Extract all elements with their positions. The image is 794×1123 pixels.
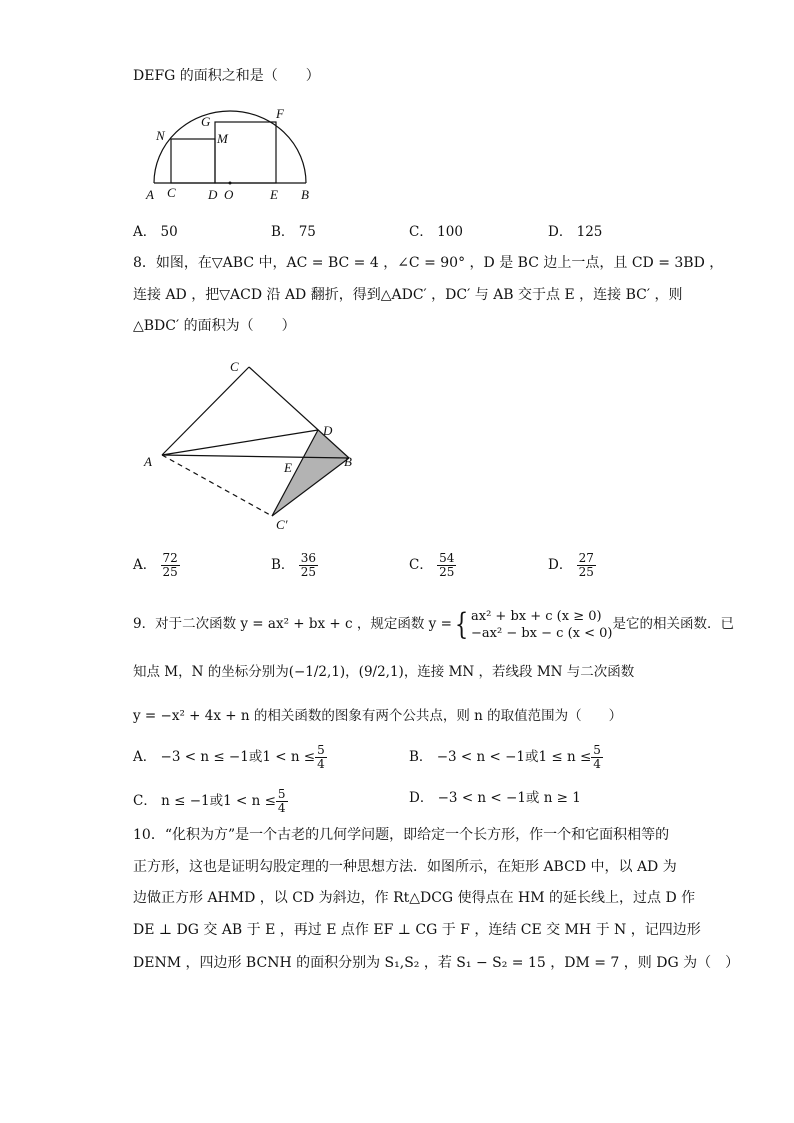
q10-line-4: DE ⊥ DG 交 AB 于 E ，再过 E 点作 EF ⊥ CG 于 F ，连结 CE 交 MH 于 N ，记四边形 [133, 922, 701, 938]
q8-label-B: B [344, 454, 352, 469]
q7-small-square [171, 139, 215, 183]
q7-label-N: N [156, 128, 165, 143]
q8-option-d[interactable]: D． $\frac{27}{25}$ [548, 551, 594, 579]
q8-line-3: △BDC′ 的面积为（ ） [133, 318, 296, 334]
q7-figure [140, 100, 320, 205]
q8-label-D: D [323, 423, 333, 438]
q9-line-2: 知点 M，N 的坐标分别为(−1/2,1)，(9/2,1)，连接 MN ，若线段 MN 与二次函数 [133, 664, 635, 680]
q7-label-B: B [301, 187, 309, 202]
q7-label-M: M [217, 131, 228, 146]
q9-line-1: 9．对于二次函数 y = ax² + bx + c ，规定函数 y ={ ax² + bx + c (x ≥ 0) −ax² − bx − c (x < 0) 是它的相关函数．已 [133, 606, 734, 642]
q7-option-a[interactable]: A． 50 [133, 224, 178, 240]
q8-label-C-prime: C′ [276, 517, 288, 532]
q7-option-b[interactable]: B． 75 [271, 224, 316, 240]
q10-line-2: 正方形，这也是证明勾股定理的一种思想方法．如图所示，在矩形 ABCD 中，以 AD 为 [133, 859, 677, 875]
q7-label-F: F [276, 106, 284, 121]
q8-label-C: C [230, 359, 239, 374]
q7-label-A: A [146, 187, 154, 202]
q7-label-G: G [201, 114, 211, 129]
q9-option-a[interactable]: A． −3 < n ≤ −1或1 < n ≤ $\frac{5}{4}$ [133, 743, 325, 771]
q9-line-3: y = −x² + 4x + n 的相关函数的图象有两个公共点，则 n 的取值范围为（ ） [133, 708, 623, 724]
q7-option-d[interactable]: D． 125 [548, 224, 603, 240]
q9-option-b[interactable]: B． −3 < n < −1或1 ≤ n ≤ $\frac{5}{4}$ [409, 743, 601, 771]
q10-line-1: 10．“化积为方”是一个古老的几何学问题，即给定一个长方形，作一个和它面积相等的 [133, 827, 670, 843]
q9-brace-icon: { [454, 606, 469, 642]
q8-line-1: 8．如图，在▽ABC 中，AC = BC = 4 ，∠C = 90° ，D 是 BC 边上一点，且 CD = 3BD ， [133, 255, 724, 271]
q10-line-5: DENM ，四边形 BCNH 的面积分别为 S₁,S₂ ，若 S₁ − S₂ = 15 ，DM = 7 ，则 DG 为（ ） [133, 955, 740, 971]
q8-figure [138, 355, 368, 535]
q7-label-C: C [167, 185, 176, 200]
q7-label-O: O [224, 187, 234, 202]
q9-option-c[interactable]: C． n ≤ −1或1 < n ≤ $\frac{5}{4}$ [133, 787, 286, 815]
q7-center-point [229, 182, 232, 185]
q8-label-E: E [284, 460, 292, 475]
q7-stem-tail: DEFG 的面积之和是（ ） [133, 68, 320, 84]
q9-option-d[interactable]: D． −3 < n < −1或 n ≥ 1 [409, 790, 581, 806]
q8-dashed-line [162, 455, 272, 516]
q7-label-E: E [270, 187, 278, 202]
q8-label-A: A [144, 454, 152, 469]
q8-option-a[interactable]: A． $\frac{72}{25}$ [133, 551, 178, 579]
q10-line-3: 边做正方形 AHMD ，以 CD 为斜边，作 Rt△DCG 使得点在 HM 的延长线上，过点 D 作 [133, 890, 696, 906]
q7-option-c[interactable]: C． 100 [409, 224, 463, 240]
q8-line-2: 连接 AD ，把▽ACD 沿 AD 翻折，得到△ADC′ ，DC′ 与 AB 交于点 E ，连接 BC′ ，则 [133, 287, 683, 303]
q7-label-D: D [208, 187, 218, 202]
q8-option-b[interactable]: B． $\frac{36}{25}$ [271, 551, 316, 579]
q8-option-c[interactable]: C． $\frac{54}{25}$ [409, 551, 455, 579]
